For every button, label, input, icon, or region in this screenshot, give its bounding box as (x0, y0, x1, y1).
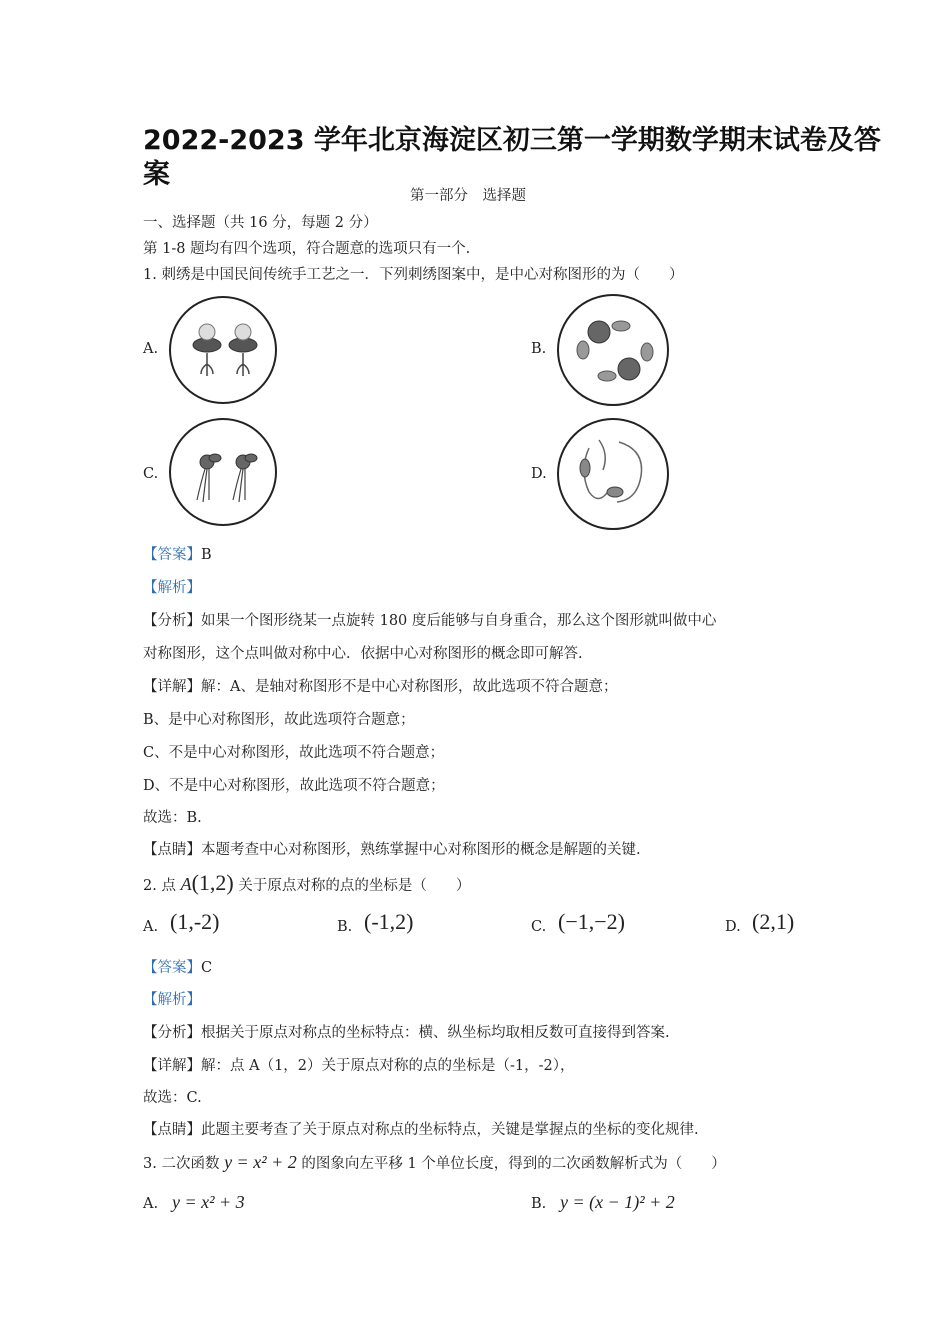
q1-option-a-label: A. (143, 341, 159, 357)
q1-option-c-label: C. (143, 466, 159, 482)
document-title-line1: 2022-2023 学年北京海淀区初三第一学期数学期末试卷及答 (143, 125, 881, 156)
q1-xiangjie-line3: C、不是中心对称图形，故此选项不符合题意； (143, 745, 445, 761)
q3-option-a-label: A. (143, 1196, 159, 1212)
q1-xiangjie-line4: D、不是中心对称图形，故此选项不符合题意； (143, 778, 445, 794)
q2-xiangjie-tag: 【详解】 (143, 1058, 201, 1074)
q1-analysis-tag: 【解析】 (143, 580, 201, 596)
q2-option-c-value: (−1,−2) (558, 909, 625, 934)
q3-option-b-value: y = (x − 1)² + 2 (560, 1192, 675, 1212)
q1-fenxi-line2: 对称图形，这个点叫做对称中心．依据中心对称图形的概念即可解答. (143, 646, 583, 662)
q2-answer-value: C (201, 960, 213, 976)
q1-dianjing: 本题考查中心对称图形，熟练掌握中心对称图形的概念是解题的关键. (201, 842, 641, 858)
section-note: 第 1-8 题均有四个选项，符合题意的选项只有一个. (143, 241, 471, 257)
q2-stem-point: A (180, 874, 192, 894)
q2-stem-suffix: 关于原点对称的点的坐标是（ ） (238, 878, 471, 894)
q1-xiangjie-line1: 解：A、是轴对称图形不是中心对称图形，故此选项不符合题意； (201, 679, 618, 695)
q2-fenxi: 根据关于原点对称点的坐标特点：横、纵坐标均取相反数可直接得到答案. (201, 1025, 670, 1041)
q2-analysis-tag: 【解析】 (143, 992, 201, 1008)
q1-conclusion: 故选：B. (143, 810, 202, 826)
part-title: 第一部分 选择题 (410, 188, 526, 204)
q2-conclusion: 故选：C. (143, 1090, 202, 1106)
q1-answer-value: B (201, 547, 212, 563)
q3-stem-suffix: 的图象向左平移 1 个单位长度，得到的二次函数解析式为（ ） (301, 1156, 726, 1172)
q3-option-b-label: B. (531, 1196, 547, 1212)
q2-option-a-label: A. (143, 919, 159, 935)
q3-stem-function: y = x² + 2 (224, 1152, 297, 1172)
q2-fenxi-tag: 【分析】 (143, 1025, 201, 1041)
q3-stem-prefix: 3. 二次函数 (143, 1156, 220, 1172)
q1-option-a-embroidery-image (169, 296, 277, 404)
q2-option-a-value: (1,-2) (170, 909, 220, 934)
q2-xiangjie: 解：点 A（1，2）关于原点对称的点的坐标是（-1，-2）， (201, 1058, 575, 1074)
q3-stem (143, 1152, 726, 1173)
q2-answer-tag: 【答案】 (143, 960, 201, 976)
q1-option-c-embroidery-image (169, 418, 277, 526)
q2-option-d-label: D. (725, 919, 741, 935)
q2-stem-coord: (1,2) (191, 870, 234, 895)
q1-dianjing-tag: 【点睛】 (143, 842, 201, 858)
q1-fenxi-line1: 如果一个图形绕某一点旋转 180 度后能够与自身重合，那么这个图形就叫做中心 (201, 613, 717, 629)
q2-dianjing: 此题主要考查了关于原点对称点的坐标特点，关键是掌握点的坐标的变化规律. (201, 1122, 699, 1138)
q1-stem: 1. 刺绣是中国民间传统手工艺之一．下列刺绣图案中，是中心对称图形的为（ ） (143, 267, 684, 283)
q2-option-c-label: C. (531, 919, 547, 935)
q1-xiangjie-line2: B、是中心对称图形，故此选项符合题意； (143, 712, 415, 728)
q2-stem-prefix: 2. 点 (143, 878, 176, 894)
q1-option-b-label: B. (531, 341, 547, 357)
q1-answer-tag: 【答案】 (143, 547, 201, 563)
document-title-line2: 案 (143, 159, 170, 190)
q2-stem (143, 870, 470, 896)
q3-option-a-value: y = x² + 3 (172, 1192, 245, 1212)
q1-option-d-label: D. (531, 466, 547, 482)
q2-option-b-label: B. (337, 919, 353, 935)
q1-xiangjie-tag: 【详解】 (143, 679, 201, 695)
q2-dianjing-tag: 【点睛】 (143, 1122, 201, 1138)
q1-option-d-embroidery-image (557, 418, 669, 530)
q1-fenxi-tag: 【分析】 (143, 613, 201, 629)
section-heading: 一、选择题（共 16 分，每题 2 分） (143, 215, 378, 231)
q1-option-b-embroidery-image (557, 294, 669, 406)
q2-option-b-value: (-1,2) (364, 909, 414, 934)
q2-option-d-value: (2,1) (752, 909, 795, 934)
